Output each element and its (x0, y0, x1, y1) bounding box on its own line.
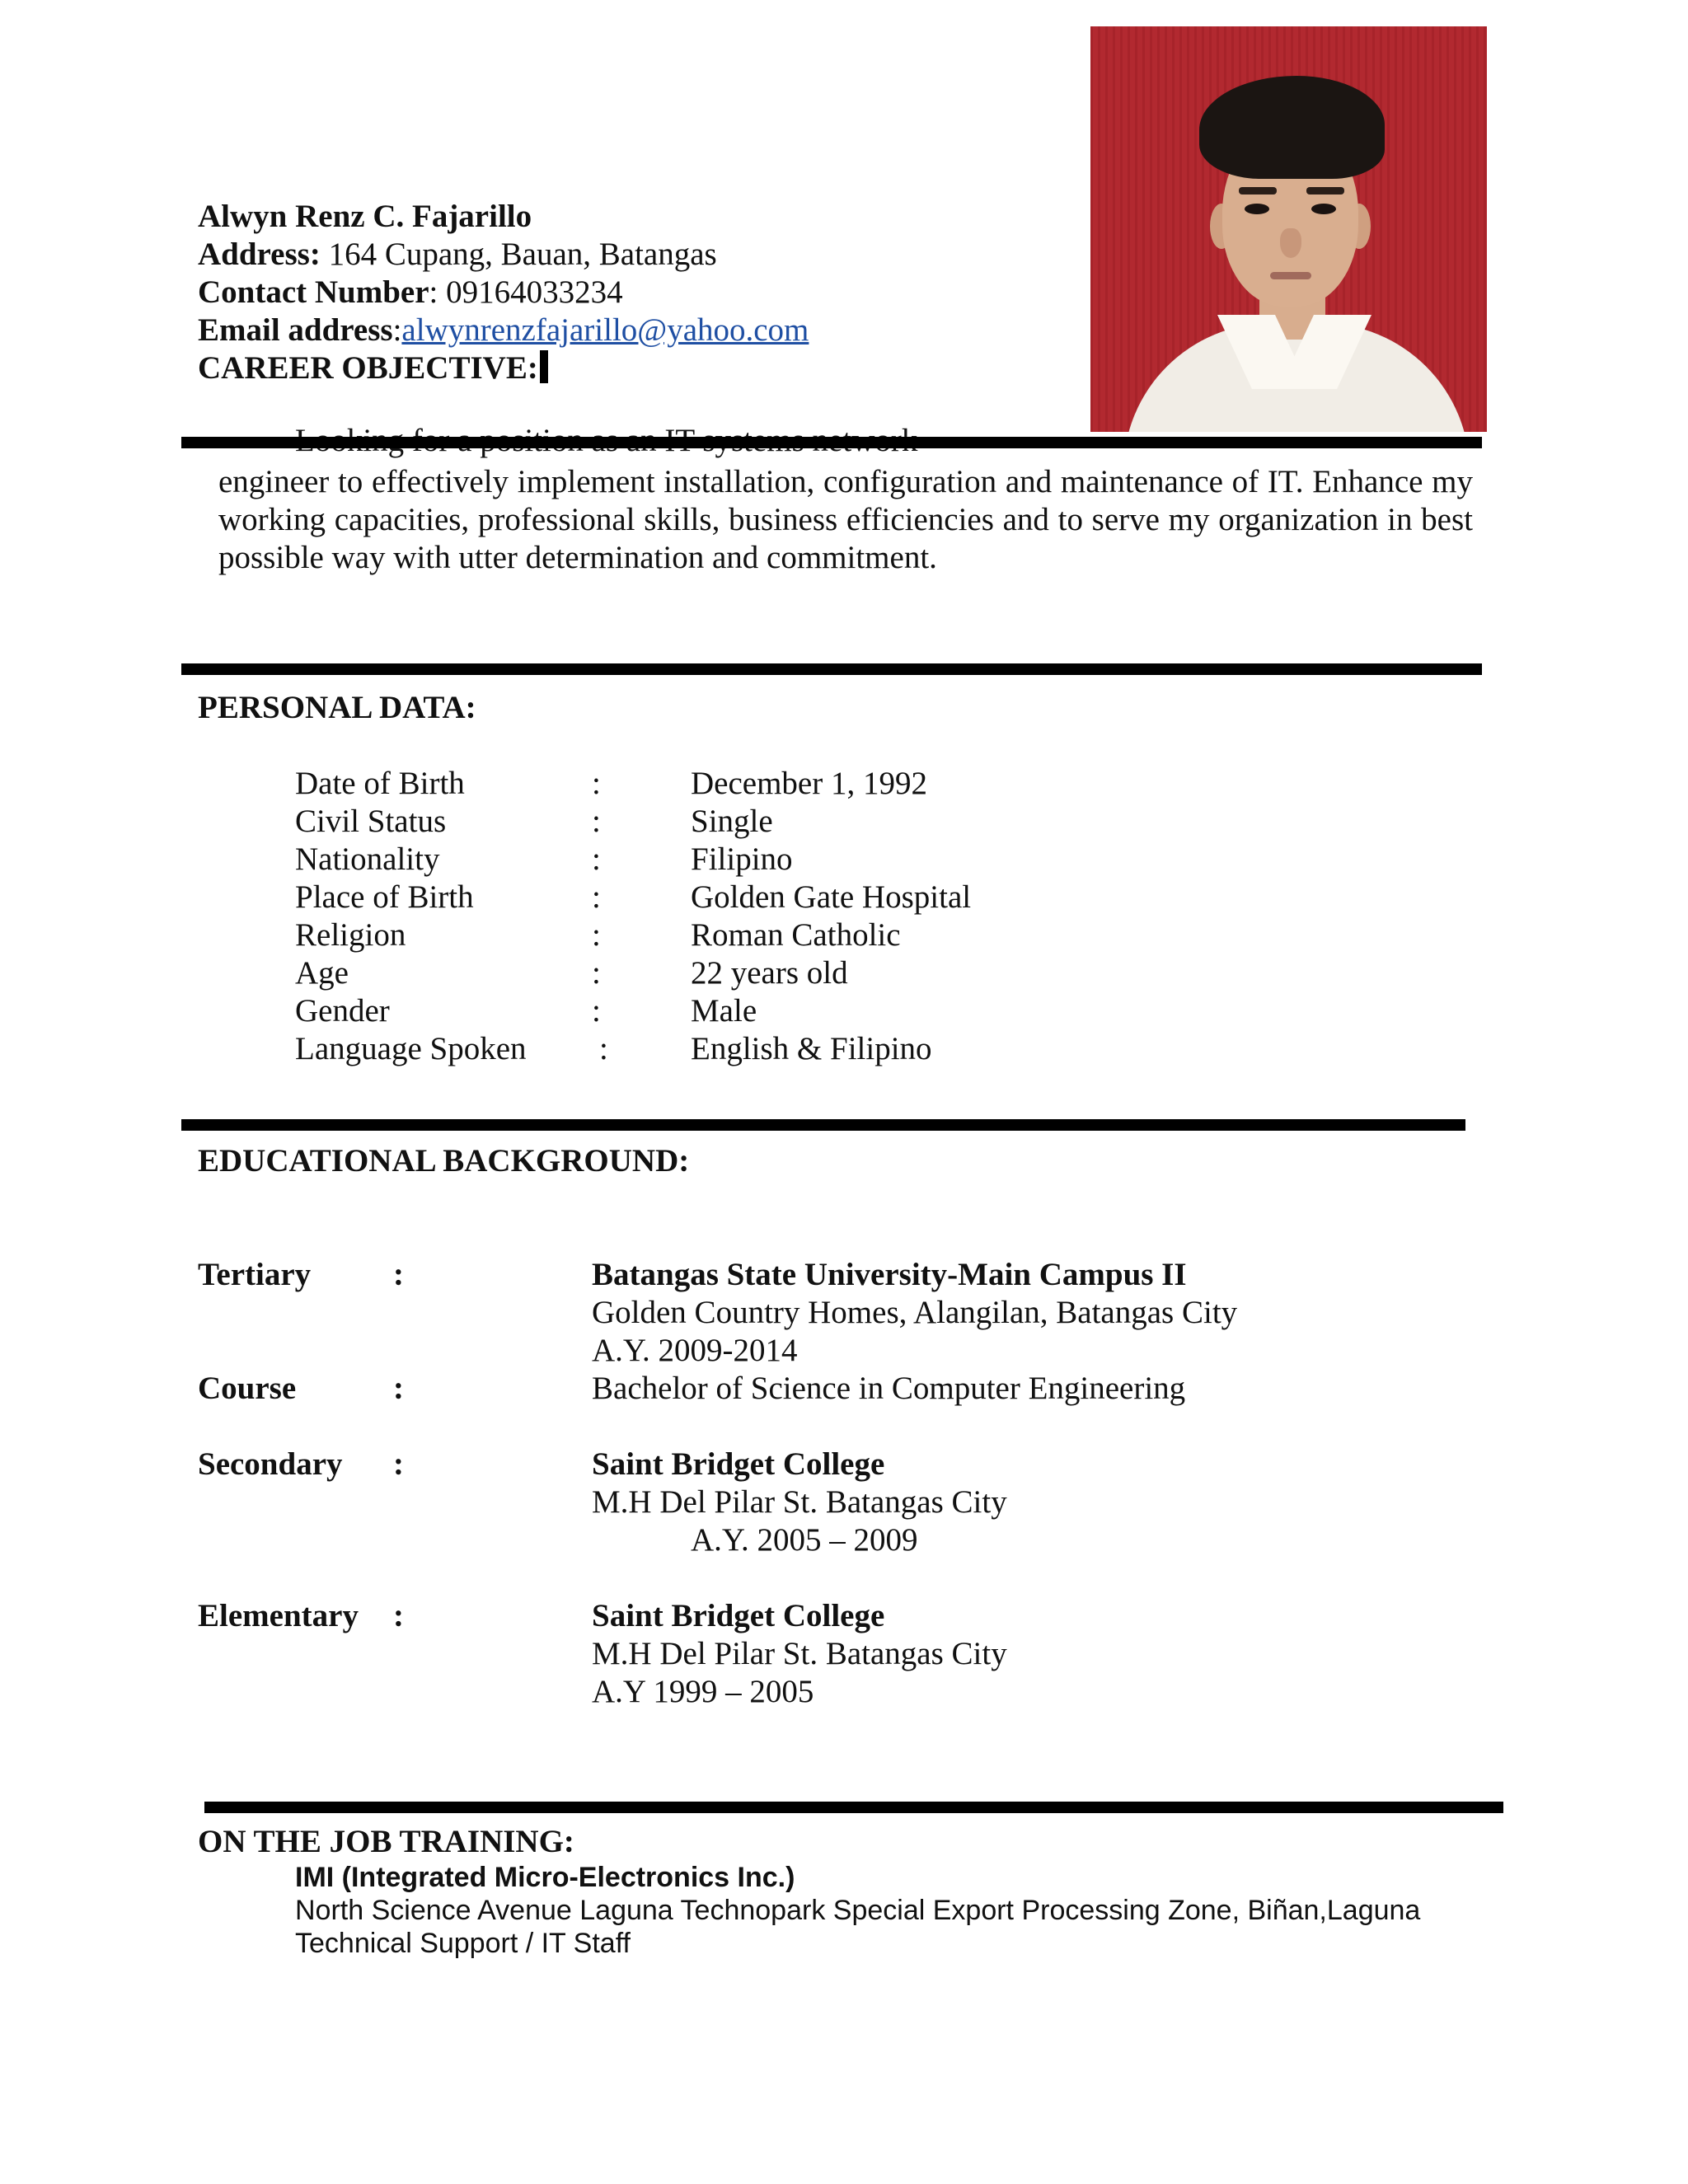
divider-rule (181, 1119, 1465, 1131)
personal-row-label: Language Spoken (295, 1031, 527, 1066)
ojt-role: Technical Support / IT Staff (295, 1928, 631, 1959)
secondary-label: Secondary (198, 1446, 343, 1482)
tertiary-sep: : (393, 1257, 404, 1292)
email-line (198, 312, 809, 349)
address-value: 164 Cupang, Bauan, Batangas (320, 237, 717, 272)
course-label: Course (198, 1371, 297, 1406)
personal-row-label: Religion (295, 917, 406, 953)
ojt-address: North Science Avenue Laguna Technopark Special Export Processing Zone, Biñan,Laguna (295, 1895, 1421, 1926)
career-objective-heading (198, 349, 548, 387)
text-cursor (540, 350, 548, 383)
address-line (198, 236, 717, 274)
tertiary-year: A.Y. 2009-2014 (592, 1333, 798, 1368)
applicant-name: Alwyn Renz C. Fajarillo (198, 199, 532, 234)
ojt-company: IMI (Integrated Micro-Electronics Inc.) (295, 1862, 795, 1893)
personal-row-value: December 1, 1992 (691, 766, 927, 801)
contact-label: Contact Number (198, 274, 429, 310)
personal-row-value: 22 years old (691, 955, 848, 991)
personal-row-sep: : (592, 993, 601, 1029)
tertiary-school: Batangas State University-Main Campus II (592, 1257, 1187, 1292)
career-objective-text: engineer to effectively implement installation, configuration and maintenance of IT. Enhance my working capacities, professional skills, business efficiencies and to serve my organization in best possible way with utter determination and commitment. (218, 464, 1473, 575)
profile-photo (1090, 26, 1487, 432)
divider-rule (181, 437, 1482, 448)
personal-row-value: English & Filipino (691, 1031, 932, 1066)
personal-row-value: Golden Gate Hospital (691, 879, 972, 915)
personal-row-sep: : (592, 955, 601, 991)
personal-row-sep: : (592, 879, 601, 915)
course-value: Bachelor of Science in Computer Engineering (592, 1371, 1186, 1406)
secondary-sep: : (393, 1446, 404, 1482)
personal-row-value: Male (691, 993, 757, 1029)
tertiary-label: Tertiary (198, 1257, 312, 1292)
secondary-year: A.Y. 2005 – 2009 (691, 1522, 918, 1558)
elementary-school: Saint Bridget College (592, 1598, 885, 1633)
course-sep: : (393, 1371, 404, 1406)
tertiary-address: Golden Country Homes, Alangilan, Batangas City (592, 1295, 1238, 1330)
divider-rule (181, 663, 1482, 675)
personal-row-label: Gender (295, 993, 390, 1029)
personal-row-sep: : (592, 804, 601, 839)
email-separator: : (392, 312, 402, 348)
personal-data-heading: PERSONAL DATA: (198, 690, 476, 725)
ojt-heading: ON THE JOB TRAINING: (198, 1824, 574, 1859)
contact-value: : 09164033234 (429, 274, 623, 310)
personal-row-value: Filipino (691, 841, 793, 877)
personal-row-label: Nationality (295, 841, 440, 877)
secondary-school: Saint Bridget College (592, 1446, 885, 1482)
personal-row-value: Single (691, 804, 773, 839)
personal-row-sep: : (599, 1031, 608, 1066)
personal-row-sep: : (592, 917, 601, 953)
elementary-sep: : (393, 1598, 404, 1633)
address-label: Address: (198, 237, 321, 272)
email-label: Email address (198, 312, 393, 348)
elementary-address: M.H Del Pilar St. Batangas City (592, 1636, 1007, 1671)
personal-row-sep: : (592, 766, 601, 801)
education-heading: EDUCATIONAL BACKGROUND: (198, 1143, 690, 1179)
personal-row-value: Roman Catholic (691, 917, 901, 953)
personal-row-label: Civil Status (295, 804, 447, 839)
personal-row-label: Date of Birth (295, 766, 465, 801)
divider-rule (204, 1802, 1503, 1813)
contact-line (198, 274, 623, 312)
personal-row-label: Age (295, 955, 349, 991)
secondary-address: M.H Del Pilar St. Batangas City (592, 1484, 1007, 1520)
personal-row-label: Place of Birth (295, 879, 474, 915)
career-heading-text: CAREER OBJECTIVE: (198, 350, 538, 386)
elementary-year: A.Y 1999 – 2005 (592, 1674, 814, 1709)
email-link[interactable]: alwynrenzfajarillo@yahoo.com (401, 312, 809, 348)
personal-row-sep: : (592, 841, 601, 877)
elementary-label: Elementary (198, 1598, 359, 1633)
